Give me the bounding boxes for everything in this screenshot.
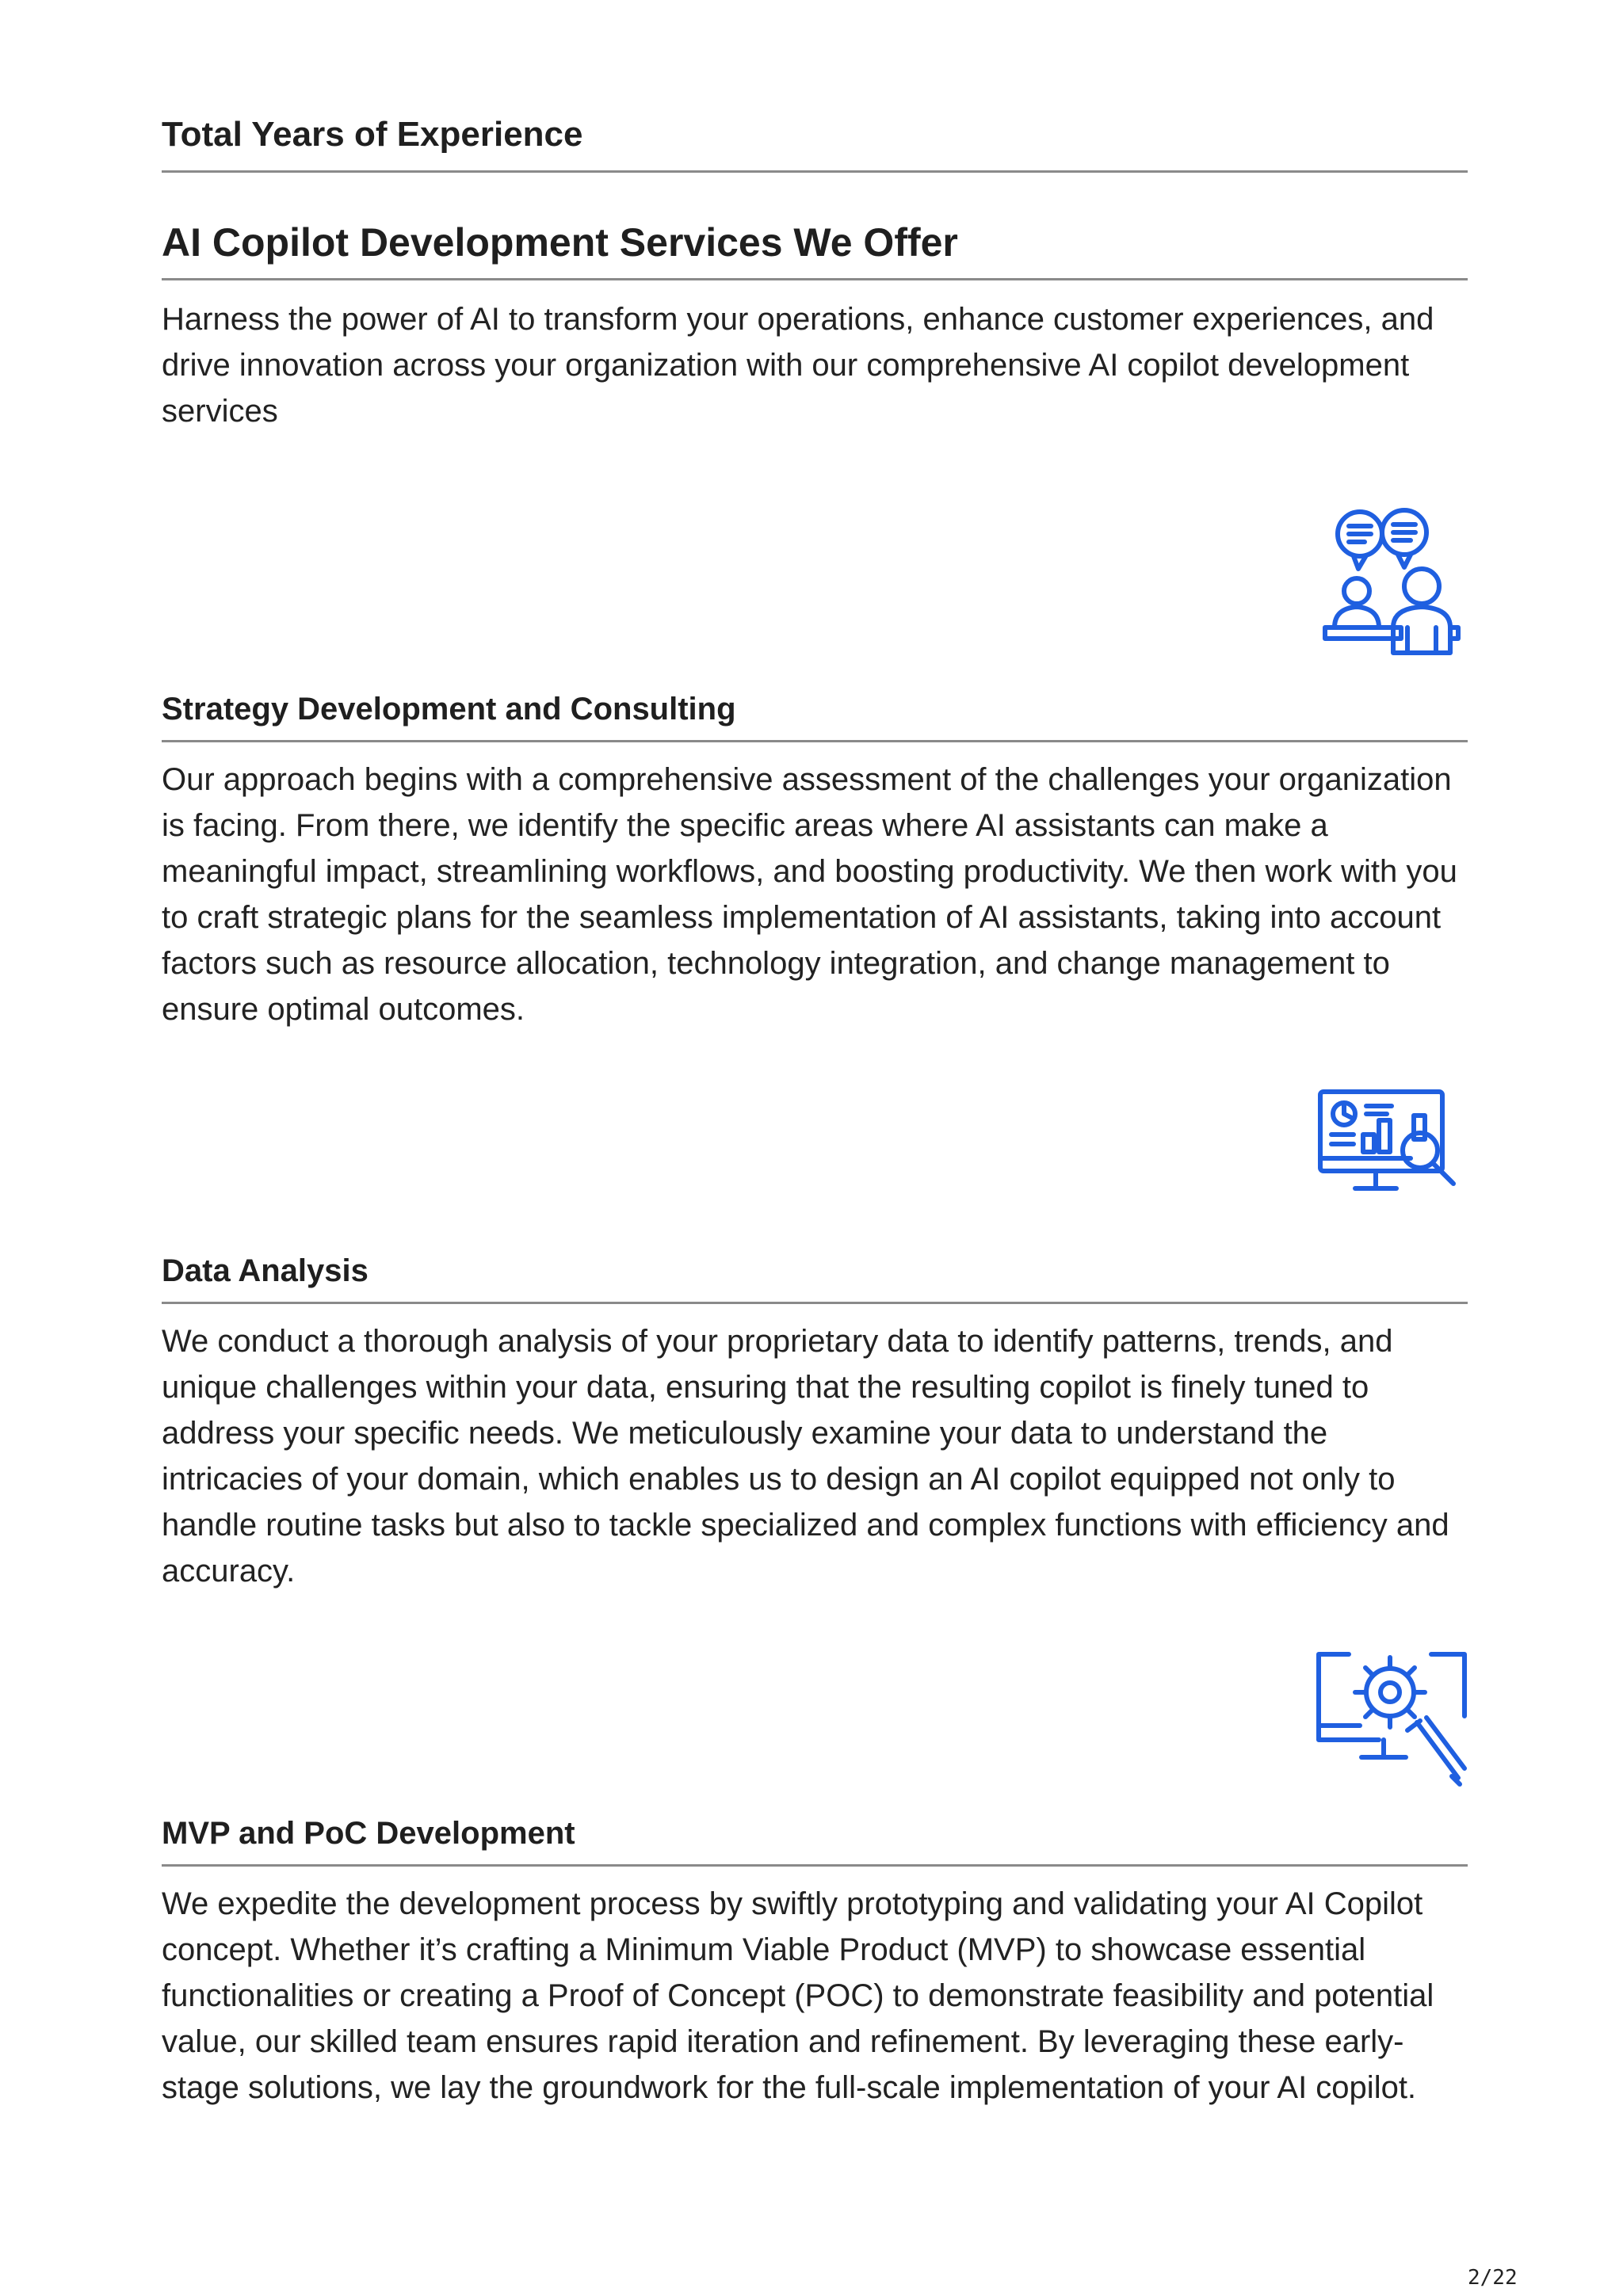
- divider: [162, 1302, 1468, 1304]
- section-body-mvp: We expedite the development process by swiftly prototyping and validating your AI Copilot concept. Whether it’s crafting a Minimum Viable Product (MVP) to showcase essential functionalities or creating a Proof of Concept (POC) to demonstrate feasibility and potential value, our skilled team ensures rapid iteration and refinement. By leveraging these early-stage solutions, we lay the groundwork for the full-scale implementation of your AI copilot.: [162, 1886, 1434, 2105]
- section-title-strategy: Strategy Development and Consulting: [162, 692, 736, 727]
- section-body-strategy: Our approach begins with a comprehensive assessment of the challenges your organization is facing. From there, we identify the specific areas where AI assistants can make a meaningful impact, streamlining workflows, and boosting productivity. We then work with you to craft strategic plans for the seamless implementation of AI assistants, taking into account factors such as resource allocation, technology integration, and change management to ensure optimal outcomes.: [162, 762, 1457, 1027]
- section-title-data-analysis: Data Analysis: [162, 1253, 369, 1288]
- divider: [162, 740, 1468, 742]
- gear-monitor-tools-icon: [1312, 1638, 1471, 1787]
- services-title: AI Copilot Development Services We Offer: [162, 220, 958, 265]
- experience-heading: Total Years of Experience: [162, 115, 583, 154]
- divider: [162, 278, 1468, 280]
- divider: [162, 170, 1468, 173]
- consulting-people-chat-icon: [1322, 501, 1469, 659]
- services-intro: Harness the power of AI to transform your operations, enhance customer experiences, and drive innovation across your organization with our comprehensive AI copilot development services: [162, 302, 1434, 429]
- data-analysis-monitor-icon: [1316, 1087, 1463, 1198]
- section-title-mvp: MVP and PoC Development: [162, 1816, 575, 1851]
- divider: [162, 1864, 1468, 1867]
- page-number: 2/22: [1468, 2266, 1518, 2290]
- section-body-data-analysis: We conduct a thorough analysis of your proprietary data to identify patterns, trends, and unique challenges within your data, ensuring that the resulting copilot is finely tuned to address your specific needs. We meticulously examine your data to understand the intricacies of your domain, which enables us to design an AI copilot equipped not only to handle routine tasks but also to tackle specialized and complex functions with efficiency and accuracy.: [162, 1324, 1449, 1589]
